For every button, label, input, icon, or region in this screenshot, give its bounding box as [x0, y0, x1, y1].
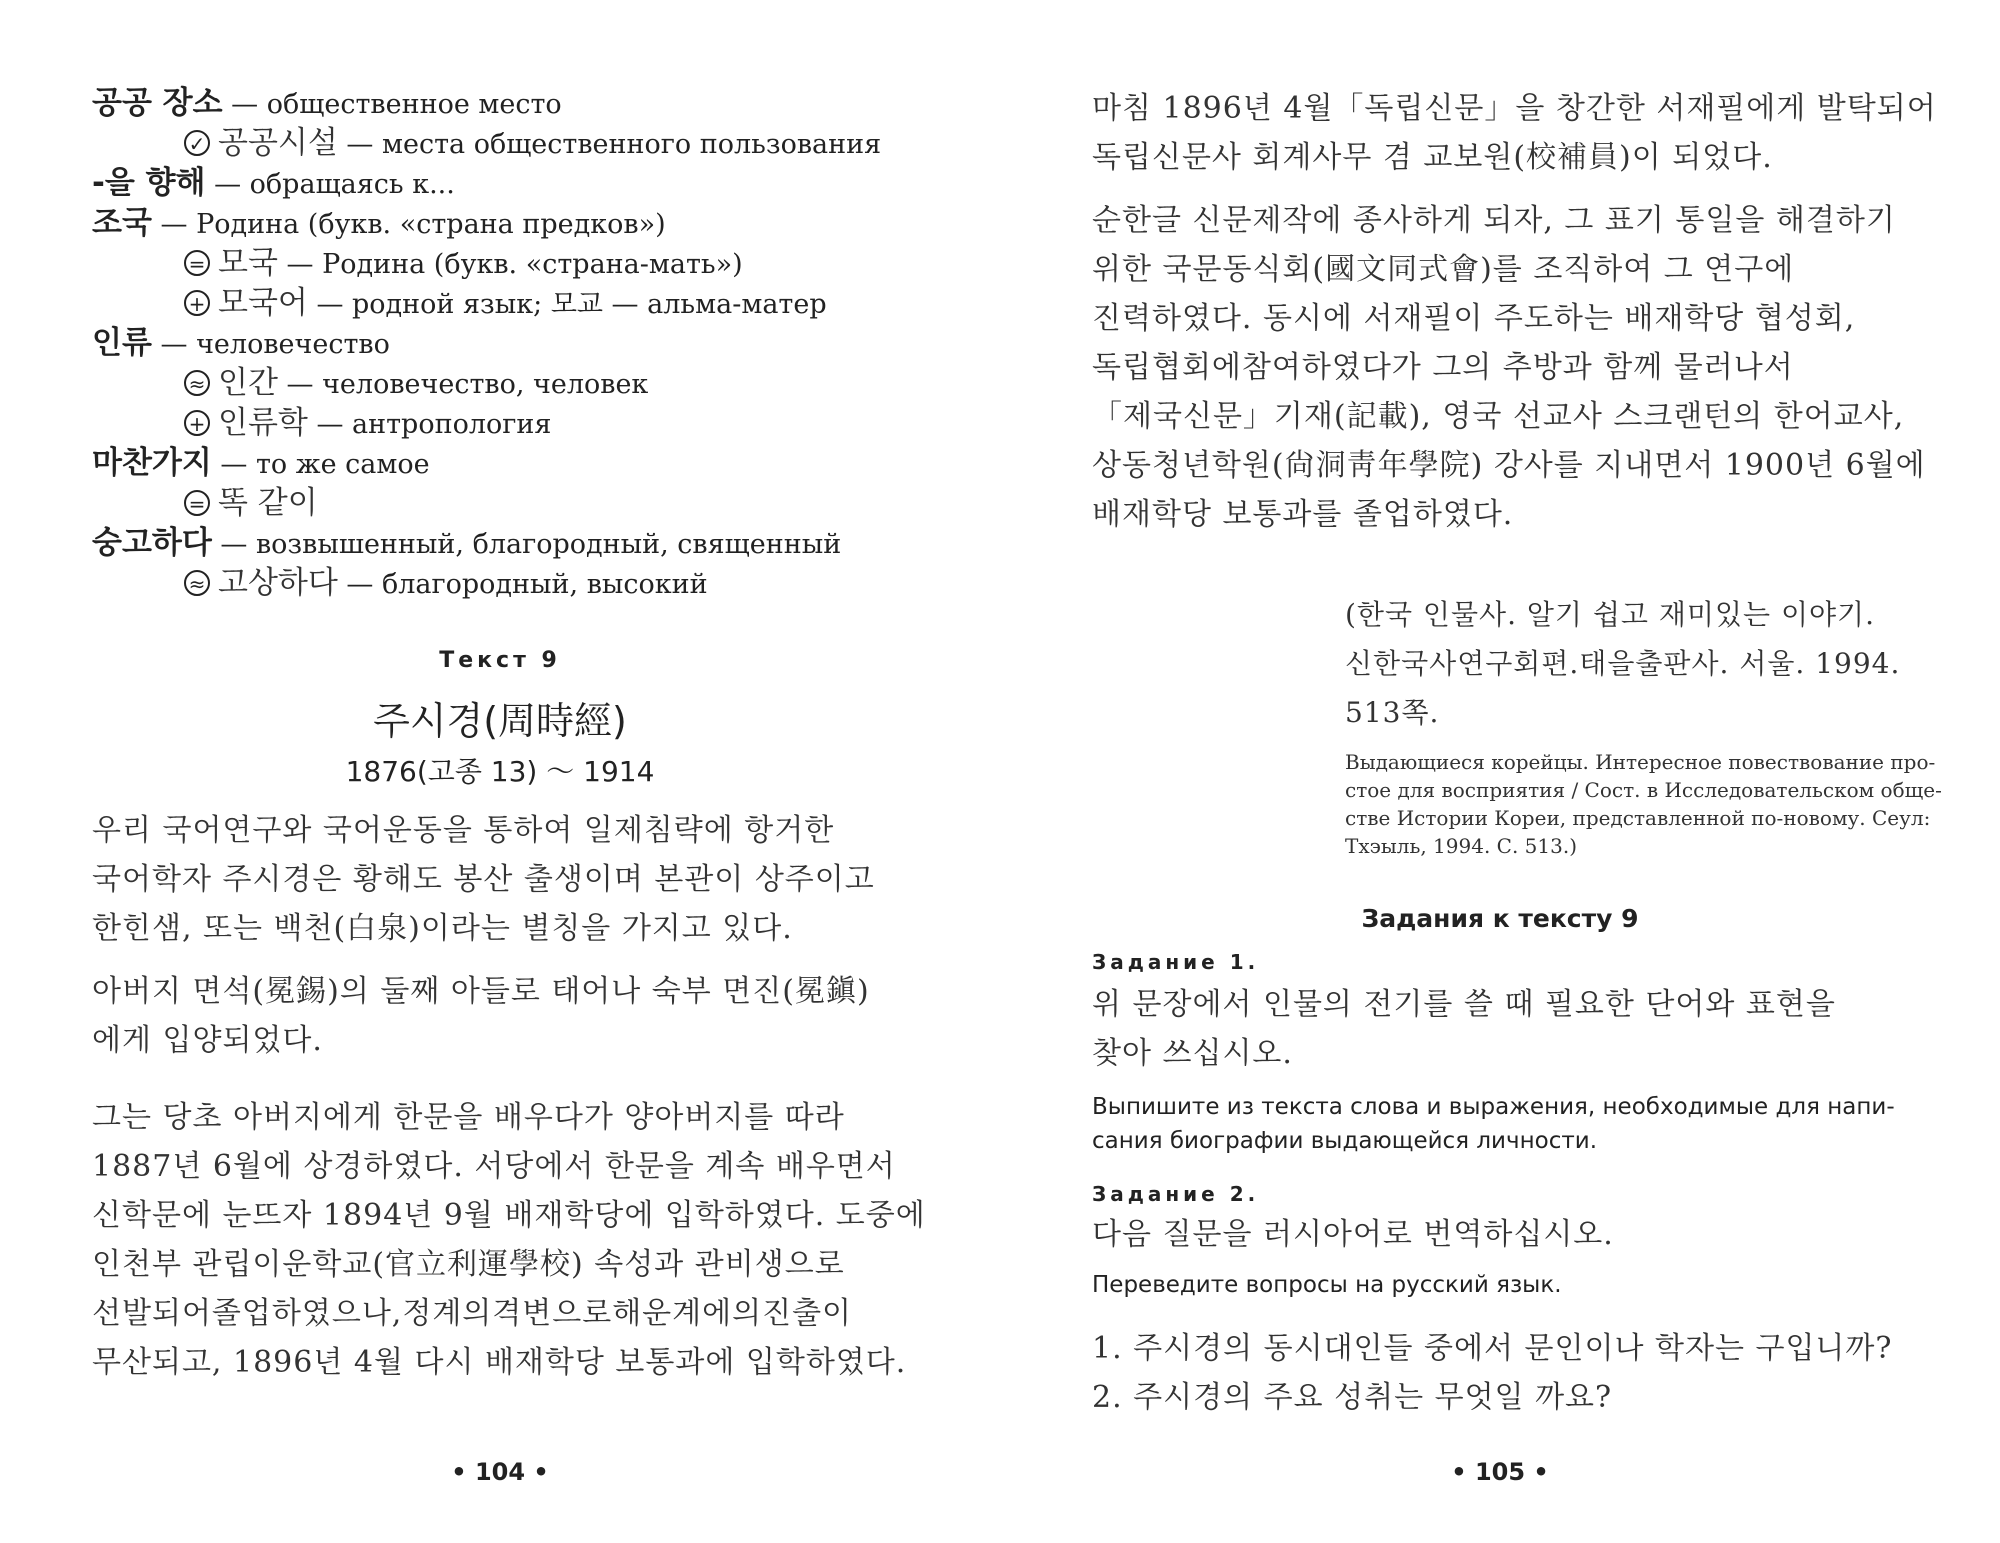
task1-korean [1092, 980, 1836, 1078]
text-line: 「제국신문」기재(記載), 영국 선교사 스크랜턴의 한어교사, [1092, 399, 1905, 434]
vocab-entry: -을 향해 — обращаясь к... [92, 165, 455, 201]
text-line: 선발되어졸업하였으나,정계의격변으로해운계에의진출이 [92, 1296, 853, 1331]
text-line: 그는 당초 아버지에게 한문을 배우다가 양아버지를 따라 [92, 1100, 845, 1135]
task2-russian: Переведите вопросы на русский язык. [1092, 1272, 1562, 1298]
text-line: Выдающиеся корейцы. Интересное повествование про- [1345, 750, 1936, 774]
vocab-entry: = 모국 — Родина (букв. «страна-мать») [92, 244, 881, 284]
task2-korean: 다음 질문을 러시아어로 번역하십시오. [1092, 1217, 1614, 1252]
list-item: 2. 주시경의 주요 성취는 무엇일 까요? [1092, 1380, 1613, 1415]
page-number: • 105 • [1451, 1458, 1549, 1486]
text-line: 513쪽. [1345, 696, 1440, 729]
vocab-entry: 마찬가지 — то же самое [92, 445, 430, 481]
text-line: 상동청년학원(尙洞靑年學院) 강사를 지내면서 1900년 6월에 [1092, 448, 1926, 483]
text-line: 진력하였다. 동시에 서재필이 주도하는 배재학당 협성회, [1092, 301, 1856, 336]
text-line: 위한 국문동식회(國文同式會)를 조직하여 그 연구에 [1092, 252, 1795, 287]
text-line: (한국 인물사. 알기 쉽고 재미있는 이야기. [1345, 598, 1875, 631]
task1-russian [1092, 1090, 1895, 1158]
text-line: 1887년 6월에 상경하였다. 서당에서 한문을 계속 배우면서 [92, 1149, 896, 1184]
text-line: 우리 국어연구와 국어운동을 통하여 일제침략에 항거한 [92, 813, 835, 848]
article-title: 주시경(周時經) [373, 699, 627, 743]
vocab-entry: 공공 장소 — общественное место [92, 85, 562, 121]
body-text-left [92, 806, 926, 1387]
text-line: Выпишите из текста слова и выражения, необходимые для напи- [1092, 1094, 1895, 1120]
vocab-entry: + 모국어 — родной язык; 모교 — альма-матер [92, 284, 881, 324]
text-line: сания биографии выдающейся личности. [1092, 1128, 1598, 1154]
body-text-right [1092, 84, 1937, 539]
vocab-entry: 조국 — Родина (букв. «страна предков») [92, 205, 666, 241]
text-line: 찾아 쓰십시오. [1092, 1036, 1293, 1071]
text-line: стве Истории Кореи, представленной по-новому. Сеул: [1345, 806, 1931, 830]
text-line: 무산되고, 1896년 4월 다시 배재학당 보통과에 입학하였다. [92, 1345, 907, 1380]
source-citation [1345, 590, 1900, 737]
task2-label: Задание 2. [1092, 1182, 1260, 1206]
text-label: Текст 9 [439, 648, 561, 673]
tasks-heading: Задания к тексту 9 [1361, 904, 1639, 933]
right-page [1000, 0, 2000, 1543]
vocabulary-list [92, 84, 881, 604]
text-line: 신한국사연구회편.태을출판사. 서울. 1994. [1345, 647, 1901, 680]
text-line: 마침 1896년 4월「독립신문」을 창간한 서재필에게 발탁되어 [1092, 91, 1937, 126]
text-line: 국어학자 주시경은 황해도 봉산 출생이며 본관이 상주이고 [92, 862, 875, 897]
text-line: 독립협회에참여하였다가 그의 추방과 함께 물러나서 [1092, 350, 1794, 385]
text-line: стое для восприятия / Сост. в Исследовательском обще- [1345, 778, 1942, 802]
vocab-entry: ≈ 인간 — человечество, человек [92, 364, 881, 404]
list-item: 1. 주시경의 동시대인들 중에서 문인이나 학자는 구입니까? [1092, 1331, 1893, 1366]
question-list [1092, 1324, 1892, 1422]
text-line: 한힌샘, 또는 백천(白泉)이라는 별칭을 가지고 있다. [92, 911, 793, 946]
text-line: 인천부 관립이운학교(官立利運學校) 속성과 관비생으로 [92, 1247, 845, 1282]
page-number: • 104 • [451, 1458, 549, 1486]
task1-label: Задание 1. [1092, 950, 1260, 974]
text-line: 신학문에 눈뜨자 1894년 9월 배재학당에 입학하였다. 도중에 [92, 1198, 926, 1233]
text-line: 순한글 신문제작에 종사하게 되자, 그 표기 통일을 해결하기 [1092, 203, 1896, 238]
text-line: 에게 입양되었다. [92, 1023, 323, 1058]
vocab-entry: + 인류학 — антропология [92, 404, 881, 444]
text-line: 배재학당 보통과를 졸업하였다. [1092, 497, 1514, 532]
article-dates: 1876(고종 13) ～ 1914 [345, 755, 655, 788]
text-line: Тхэыль, 1994. С. 513.) [1345, 834, 1578, 858]
vocab-entry: ≈ 고상하다 — благородный, высокий [92, 564, 881, 604]
text-line: 독립신문사 회계사무 겸 교보원(校補員)이 되었다. [1092, 140, 1773, 175]
vocab-entry: = 똑 같이 [92, 484, 881, 524]
vocab-entry: 인류 — человечество [92, 325, 390, 361]
text-line: 아버지 면석(冕錫)의 둘째 아들로 태어나 숙부 면진(冕鎭) [92, 974, 870, 1009]
source-citation-ru [1345, 748, 1942, 860]
vocab-entry: ✓ 공공시설 — места общественного пользования [92, 124, 881, 164]
text-line: 위 문장에서 인물의 전기를 쓸 때 필요한 단어와 표현을 [1092, 987, 1836, 1022]
vocab-entry: 숭고하다 — возвышенный, благородный, священный [92, 525, 842, 561]
